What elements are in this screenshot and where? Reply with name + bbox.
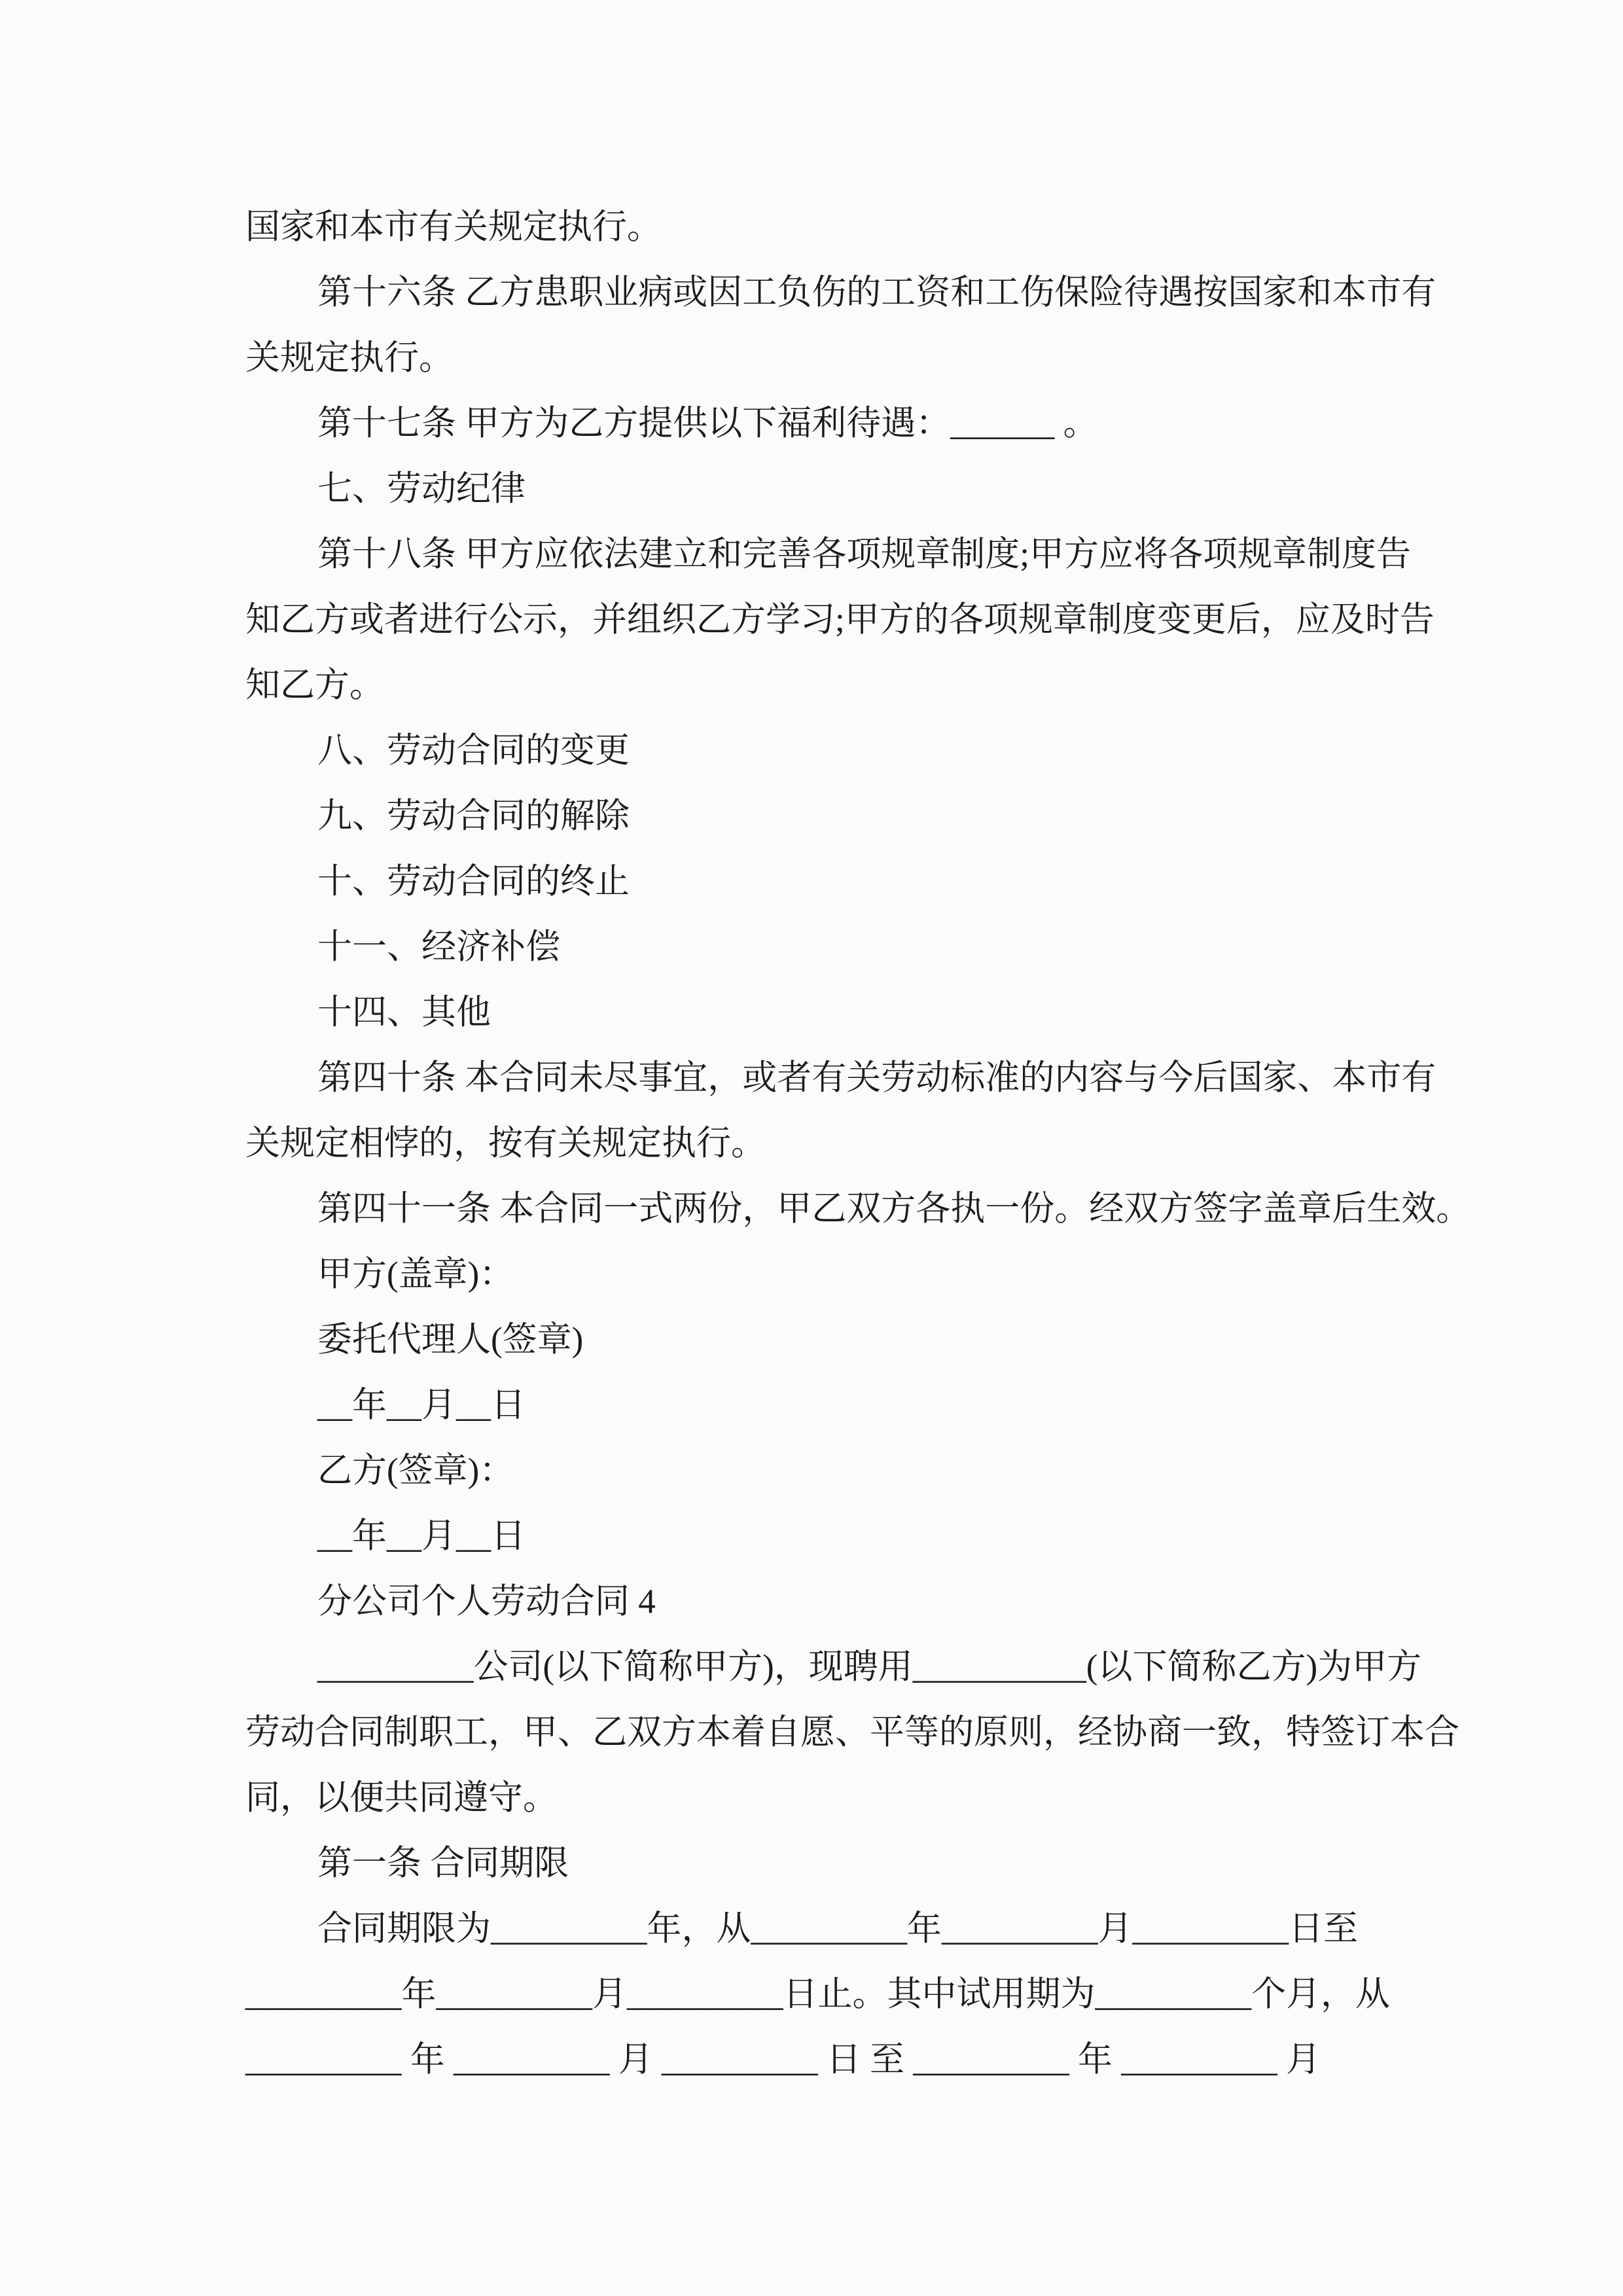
text-line: 乙方(签章)： bbox=[317, 1452, 514, 1490]
text-line: __年__月__日 bbox=[317, 1386, 526, 1424]
text-line: 分公司个人劳动合同 4 bbox=[317, 1583, 656, 1621]
text-line: 知乙方。 bbox=[245, 666, 384, 704]
text-line: 关规定执行。 bbox=[245, 339, 454, 377]
text-line: 第四十一条 本合同一式两份，甲乙双方各执一份。经双方签字盖章后生效。 bbox=[317, 1190, 1471, 1228]
text-line: 知乙方或者进行公示，并组织乙方学习;甲方的各项规章制度变更后，应及时告 bbox=[245, 601, 1435, 639]
text-line: 第四十条 本合同未尽事宜，或者有关劳动标准的内容与今后国家、本市有 bbox=[317, 1059, 1436, 1097]
text-line: _________ 年 _________ 月 _________ 日 至 _________ 年 _________ 月 bbox=[245, 2041, 1321, 2079]
text-line: 委托代理人(签章) bbox=[317, 1321, 584, 1359]
text-line: _________公司(以下简称甲方)，现聘用__________(以下简称乙方)为甲方 bbox=[317, 1648, 1422, 1686]
text-line: 十四、其他 bbox=[317, 994, 491, 1031]
text-line: 国家和本市有关规定执行。 bbox=[245, 208, 662, 246]
text-line: 合同期限为_________年，从_________年_________月_________日至 bbox=[317, 1910, 1358, 1948]
text-line: 八、劳动合同的变更 bbox=[317, 732, 630, 770]
text-line: __年__月__日 bbox=[317, 1517, 526, 1555]
text-line: 十、劳动合同的终止 bbox=[317, 863, 630, 901]
text-line: 第十六条 乙方患职业病或因工负伤的工资和工伤保险待遇按国家和本市有 bbox=[317, 274, 1436, 312]
text-line: 第一条 合同期限 bbox=[317, 1844, 569, 1882]
document-body bbox=[245, 194, 1471, 2092]
text-line: 关规定相悖的，按有关规定执行。 bbox=[245, 1124, 766, 1162]
text-line: _________年_________月_________日止。其中试用期为_________个月，从 bbox=[245, 1975, 1390, 2013]
text-line: 同，以便共同遵守。 bbox=[245, 1779, 558, 1817]
text-line: 十一、经济补偿 bbox=[317, 928, 560, 966]
text-line: 甲方(盖章)： bbox=[317, 1255, 514, 1293]
text-line: 七、劳动纪律 bbox=[317, 470, 526, 508]
text-line: 九、劳动合同的解除 bbox=[317, 797, 630, 835]
text-line: 第十七条 甲方为乙方提供以下福利待遇：______ 。 bbox=[317, 404, 1098, 442]
text-line: 劳动合同制职工，甲、乙双方本着自愿、平等的原则，经协商一致，特签订本合 bbox=[245, 1713, 1459, 1751]
text-line: 第十八条 甲方应依法建立和完善各项规章制度;甲方应将各项规章制度告 bbox=[317, 535, 1411, 573]
